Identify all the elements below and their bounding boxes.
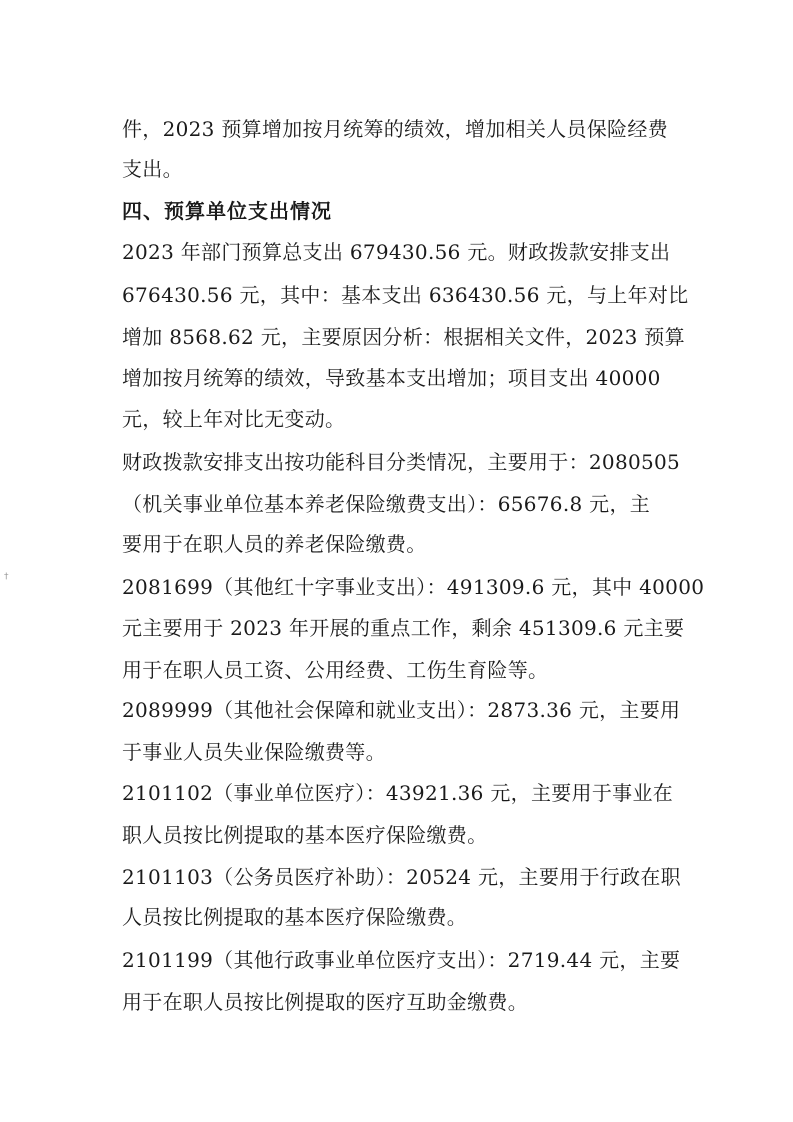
paragraph-line: 增加 8568.62 元，主要原因分析：根据相关文件，2023 预算 (122, 325, 685, 349)
paragraph-line: 支出。 (122, 157, 183, 181)
paragraph-line: 2101103（公务员医疗补助）：20524 元，主要用于行政在职 (122, 865, 681, 889)
paragraph-line: 人员按比例提取的基本医疗保险缴费。 (122, 905, 468, 929)
paragraph-line: 财政拨款安排支出按功能科目分类情况，主要用于：2080505 (122, 450, 681, 474)
paragraph-line: （机关事业单位基本养老保险缴费支出）：65676.8 元，主 (122, 492, 651, 516)
paragraph-line: 增加按月统筹的绩效，导致基本支出增加；项目支出 40000 (122, 366, 661, 390)
paragraph-line: 2081699（其他红十字事业支出）：491309.6 元，其中 40000 (122, 575, 705, 599)
paragraph-line: 元，较上年对比无变动。 (122, 407, 346, 431)
paragraph-line: 2023 年部门预算总支出 679430.56 元。财政拨款安排支出 (122, 240, 671, 264)
paragraph-line: 要用于在职人员的养老保险缴费。 (122, 532, 427, 556)
binding-mark: † (4, 572, 9, 582)
paragraph-line: 2101102（事业单位医疗）：43921.36 元，主要用于事业在 (122, 781, 674, 805)
paragraph-line: 件，2023 预算增加按月统筹的绩效，增加相关人员保险经费 (122, 117, 668, 141)
paragraph-line: 元主要用于 2023 年开展的重点工作，剩余 451309.6 元主要 (122, 616, 685, 640)
paragraph-line: 用于在职人员工资、公用经费、工伤生育险等。 (122, 658, 549, 682)
paragraph-line: 2101199（其他行政事业单位医疗支出）：2719.44 元，主要 (122, 948, 681, 972)
paragraph-line: 676430.56 元，其中：基本支出 636430.56 元，与上年对比 (122, 283, 689, 307)
paragraph-line: 2089999（其他社会保障和就业支出）：2873.36 元，主要用 (122, 698, 681, 722)
paragraph-line: 于事业人员失业保险缴费等。 (122, 740, 386, 764)
section-heading: 四、预算单位支出情况 (122, 199, 332, 223)
paragraph-line: 职人员按比例提取的基本医疗保险缴费。 (122, 823, 488, 847)
paragraph-line: 用于在职人员按比例提取的医疗互助金缴费。 (122, 990, 528, 1014)
